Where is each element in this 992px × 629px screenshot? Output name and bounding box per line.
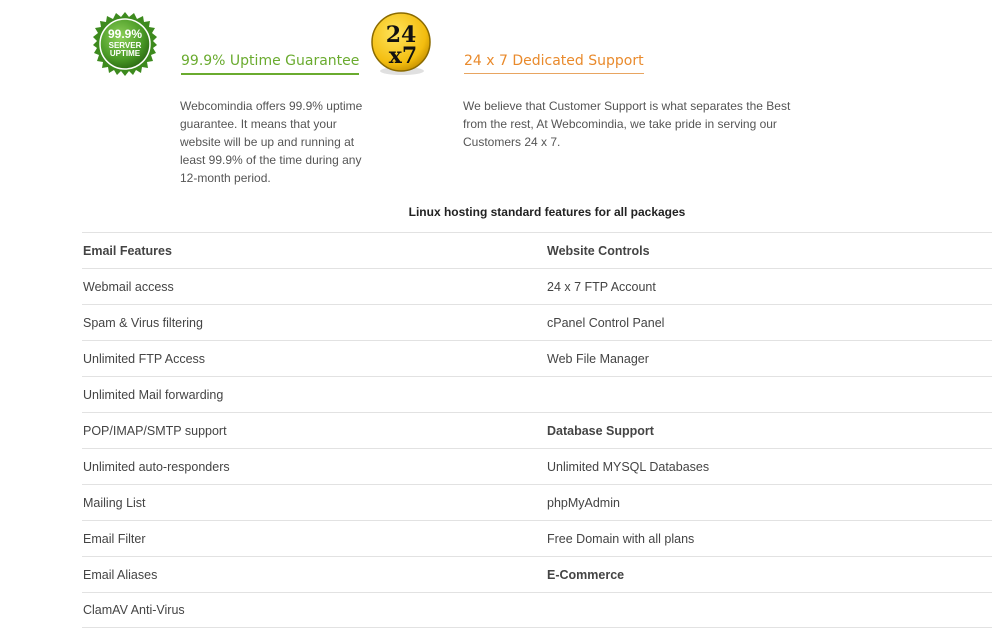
feature-category: Database Support [547, 423, 654, 438]
feature-item: Spam & Virus filtering [83, 315, 203, 330]
uptime-badge-line2: SERVER [108, 41, 142, 50]
uptime-badge [92, 11, 158, 77]
feature-item: Unlimited FTP Access [83, 351, 206, 366]
uptime-badge-line1: 99.9% [107, 27, 143, 41]
uptime-seal-icon [92, 11, 158, 77]
support-badge [368, 11, 434, 77]
uptime-heading: 99.9% Uptime Guarantee [181, 53, 359, 75]
feature-item: POP/IMAP/SMTP support [83, 423, 227, 438]
support-24x7-icon [368, 11, 434, 77]
uptime-description: Webcomindia offers 99.9% uptime guarantee. It means that your website will be up and running at least 99.9% of the time during any 12-month period. [180, 99, 363, 185]
feature-item: Unlimited MYSQL Databases [547, 459, 710, 474]
support-badge-top: 24 [385, 22, 417, 48]
feature-item: Free Domain with all plans [547, 531, 695, 546]
features-table [82, 232, 992, 628]
feature-item: Mailing List [83, 495, 146, 510]
table-row [82, 592, 992, 628]
feature-item: Unlimited Mail forwarding [83, 387, 224, 402]
table-row [82, 556, 992, 592]
table-row [82, 520, 992, 556]
table-row [82, 376, 992, 412]
table-row [82, 304, 992, 340]
feature-category: E-Commerce [547, 567, 625, 582]
table-row [82, 340, 992, 376]
feature-category: Website Controls [547, 243, 650, 258]
feature-category: Email Features [83, 243, 172, 258]
feature-item: Email Filter [83, 531, 146, 546]
feature-item: Web File Manager [547, 351, 649, 366]
feature-item: Email Aliases [83, 567, 158, 582]
feature-item: ClamAV Anti-Virus [83, 603, 185, 617]
table-row [82, 484, 992, 520]
feature-item: Webmail access [83, 279, 174, 294]
feature-item: phpMyAdmin [547, 495, 620, 510]
table-row [82, 268, 992, 304]
table-row [82, 448, 992, 484]
support-heading: 24 x 7 Dedicated Support [464, 53, 644, 74]
table-row [82, 412, 992, 448]
feature-item: cPanel Control Panel [547, 315, 665, 330]
uptime-badge-line3: UPTIME [109, 49, 141, 58]
support-badge-bottom: x7 [388, 43, 418, 69]
feature-item: Unlimited auto-responders [83, 459, 230, 474]
features-table-title: Linux hosting standard features for all packages [408, 205, 686, 219]
support-description: We believe that Customer Support is what separates the Best from the rest, At Webcomindia, we take pride in serving our Customers 24 x 7. [463, 99, 791, 149]
feature-item: 24 x 7 FTP Account [547, 279, 656, 294]
table-row [82, 232, 992, 268]
